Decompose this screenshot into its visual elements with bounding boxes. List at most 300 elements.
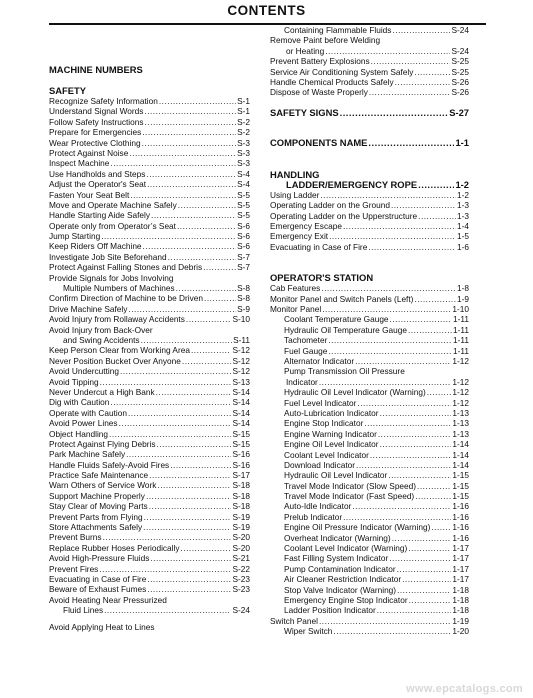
toc-leader-dots — [204, 293, 236, 303]
toc-entry[interactable] — [49, 584, 250, 594]
toc-entry[interactable] — [49, 480, 250, 490]
toc-entry[interactable] — [49, 470, 250, 480]
toc-entry[interactable] — [270, 377, 469, 387]
toc-entry[interactable] — [270, 408, 469, 418]
toc-entry[interactable] — [270, 346, 469, 356]
toc-entry[interactable] — [270, 56, 469, 66]
toc-entry-label: Confirm Direction of Machine to be Driven — [49, 293, 204, 304]
toc-entry[interactable] — [49, 252, 250, 262]
toc-entry-page: 1-17 — [452, 563, 469, 574]
toc-entry[interactable] — [49, 512, 250, 522]
toc-leader-dots — [144, 512, 232, 522]
toc-entry-label: Recognize Safety Information — [49, 96, 158, 106]
toc-leader-dots — [418, 211, 456, 221]
section-heading-machine-numbers: MACHINE NUMBERS — [49, 64, 143, 75]
toc-entry-label: Operate only from Operator’s Seat — [49, 220, 176, 231]
toc-entry[interactable] — [270, 46, 469, 56]
toc-entry-page: S-23 — [232, 584, 250, 595]
toc-entry-page: 1-13 — [452, 428, 469, 439]
toc-entry[interactable] — [49, 356, 250, 366]
toc-entry[interactable] — [49, 543, 250, 553]
toc-leader-dots — [391, 200, 456, 210]
toc-entry-page: S-24 — [451, 25, 469, 35]
toc-entry-page: S-6 — [237, 220, 250, 231]
toc-entry[interactable] — [270, 553, 469, 563]
toc-leader-dots — [99, 564, 231, 574]
toc-entry[interactable] — [270, 314, 469, 324]
toc-entry[interactable] — [270, 35, 469, 45]
toc-entry[interactable] — [49, 304, 250, 314]
toc-entry[interactable] — [49, 127, 250, 137]
toc-entry-page: 1-11 — [453, 345, 469, 356]
toc-entry-page: S-12 — [232, 366, 250, 377]
toc-entry-label: Hydraulic Oil Temperature Gauge — [284, 324, 407, 335]
toc-entry-page: 1-17 — [452, 553, 469, 564]
toc-leader-dots — [150, 553, 231, 563]
toc-entry-label: Keep Riders Off Machine — [49, 241, 142, 252]
toc-entry-page: S-19 — [232, 511, 250, 522]
toc-entry-label: Support Machine Properly — [49, 490, 145, 501]
toc-entry[interactable] — [49, 564, 250, 574]
toc-entry-page: S-2 — [237, 127, 250, 138]
toc-leader-dots — [328, 346, 452, 356]
toc-entry-label: Protect Against Falling Stones and Debris — [49, 262, 203, 273]
toc-entry[interactable] — [270, 67, 469, 77]
toc-entry[interactable] — [270, 242, 469, 252]
toc-entry-page: S-10 — [232, 314, 250, 325]
safety-toc-continued — [270, 25, 469, 98]
toc-entry[interactable] — [49, 231, 250, 241]
toc-entry[interactable] — [49, 408, 250, 418]
toc-leader-dots — [390, 314, 452, 324]
toc-leader-dots — [178, 200, 236, 210]
toc-entry[interactable] — [270, 512, 469, 522]
toc-entry[interactable] — [270, 450, 469, 460]
toc-entry[interactable] — [270, 366, 469, 376]
toc-entry-page: S-1 — [237, 96, 250, 106]
toc-entry-label: Prevent Burns — [49, 532, 102, 543]
toc-entry[interactable] — [270, 335, 469, 345]
toc-entry-label: Prepare for Emergencies — [49, 127, 142, 138]
toc-entry[interactable] — [270, 294, 469, 304]
toc-entry[interactable] — [49, 106, 250, 116]
toc-entry-page: S-8 — [237, 293, 250, 304]
toc-leader-dots — [142, 138, 236, 148]
toc-entry-page: 1-14 — [452, 449, 469, 460]
toc-leader-dots — [322, 304, 451, 314]
toc-entry-page: 1-13 — [452, 407, 469, 418]
toc-entry-label: Never Position Bucket Over Anyone — [49, 355, 181, 366]
toc-entry[interactable] — [49, 522, 250, 532]
toc-leader-dots — [159, 96, 236, 106]
toc-entry-page: 1-16 — [452, 511, 469, 522]
toc-leader-dots — [182, 356, 232, 366]
toc-entry-label: Wear Protective Clothing — [49, 137, 141, 148]
toc-entry-page: S-8 — [237, 283, 250, 294]
toc-entry-label: Beware of Exhaust Fumes — [49, 584, 147, 595]
toc-entry[interactable] — [270, 200, 469, 210]
toc-leader-dots — [147, 179, 236, 189]
toc-entry[interactable] — [270, 418, 469, 428]
toc-entry[interactable] — [270, 439, 469, 449]
toc-entry[interactable] — [270, 626, 469, 636]
toc-entry-label: Evacuating in Case of Fire — [270, 241, 368, 252]
toc-entry-page: 1-12 — [452, 355, 469, 366]
toc-entry[interactable] — [270, 356, 469, 366]
toc-entry[interactable] — [49, 262, 250, 272]
toc-entry[interactable] — [49, 491, 250, 501]
toc-entry-label: Jump Starting — [49, 231, 101, 242]
toc-entry[interactable] — [270, 501, 469, 511]
toc-entry-label: Handle Fluids Safely-Avoid Fires — [49, 459, 170, 470]
toc-leader-dots — [427, 387, 452, 397]
toc-entry-label: Containing Flammable Fluids — [284, 25, 392, 35]
toc-entry-page: S-1 — [237, 106, 250, 117]
toc-leader-dots — [119, 418, 232, 428]
toc-leader-dots — [397, 564, 452, 574]
toc-entry-label: Protect Against Noise — [49, 147, 129, 158]
toc-entry-page: 1-19 — [452, 615, 469, 626]
toc-entry-page: S-6 — [237, 231, 250, 242]
toc-entry-label: Practice Safe Maintenance — [49, 470, 149, 481]
toc-entry[interactable] — [270, 304, 469, 314]
toc-entry-label: Avoid High-Pressure Fluids — [49, 553, 150, 564]
toc-entry[interactable] — [49, 273, 250, 283]
toc-entry[interactable] — [49, 622, 250, 632]
toc-entry-label: Fast Filling System Indicator — [284, 553, 389, 564]
toc-entry-label: Prelub Indicator — [284, 511, 343, 522]
toc-leader-dots — [146, 169, 236, 179]
toc-entry[interactable] — [270, 491, 469, 501]
toc-entry-page: S-5 — [237, 210, 250, 221]
toc-entry[interactable] — [49, 200, 250, 210]
toc-leader-dots — [355, 356, 451, 366]
toc-entry-page: 1-18 — [452, 605, 469, 616]
toc-entry[interactable] — [49, 397, 250, 407]
toc-entry-page: 1-13 — [452, 418, 469, 429]
toc-entry[interactable] — [49, 148, 250, 158]
toc-entry-label: Travel Mode Indicator (Slow Speed) — [284, 480, 417, 491]
toc-entry[interactable] — [49, 241, 250, 251]
toc-entry[interactable] — [49, 158, 250, 168]
toc-leader-dots — [370, 450, 452, 460]
toc-entry-page: S-25 — [451, 66, 469, 77]
toc-entry-page: S-3 — [237, 158, 250, 169]
toc-leader-dots — [409, 595, 452, 605]
toc-leader-dots — [157, 480, 231, 490]
toc-entry-label: Operating Ladder on the Ground — [270, 200, 390, 211]
toc-entry-label: Fluid Lines — [63, 605, 104, 616]
toc-entry-label: Drive Machine Safely — [49, 303, 128, 314]
toc-entry-label: Park Machine Safely — [49, 449, 126, 460]
toc-entry[interactable] — [270, 585, 469, 595]
section-heading-handling: HANDLING — [270, 168, 320, 180]
toc-entry-label: Emergency Exit — [270, 231, 329, 242]
toc-leader-dots — [103, 532, 232, 542]
toc-leader-dots — [191, 345, 232, 355]
toc-leader-dots — [147, 574, 231, 584]
toc-leader-dots — [369, 87, 451, 97]
toc-entry[interactable] — [49, 449, 250, 459]
toc-entry-safety-signs[interactable]: SAFETY SIGNS ..... S-27 — [270, 108, 469, 118]
toc-leader-dots — [380, 408, 452, 418]
toc-leader-dots — [100, 377, 232, 387]
toc-entry-page: 1-4 — [457, 221, 469, 232]
toc-entry[interactable] — [270, 25, 469, 35]
toc-entry-page: 1-12 — [452, 397, 469, 408]
toc-leader-dots — [144, 106, 236, 116]
toc-entry[interactable] — [49, 553, 250, 563]
toc-leader-dots — [392, 533, 452, 543]
toc-entry[interactable] — [49, 605, 250, 615]
handling-toc-list — [270, 190, 469, 252]
toc-entry[interactable] — [270, 605, 469, 615]
toc-entry[interactable] — [49, 574, 250, 584]
toc-leader-dots — [402, 574, 451, 584]
toc-leader-dots — [408, 543, 451, 553]
toc-entry[interactable] — [49, 210, 250, 220]
toc-entry[interactable] — [270, 283, 469, 293]
toc-entry-label: Coolant Level Indicator — [284, 449, 369, 460]
toc-entry[interactable] — [270, 429, 469, 439]
toc-entry-page: S-12 — [232, 355, 250, 366]
toc-entry[interactable] — [270, 221, 469, 231]
toc-entry[interactable] — [270, 460, 469, 470]
toc-leader-dots — [141, 335, 233, 345]
toc-leader-dots — [368, 242, 456, 252]
toc-entry-label: Follow Safety Instructions — [49, 116, 144, 127]
toc-entry-page: 1-11 — [453, 314, 469, 325]
toc-leader-dots — [378, 429, 452, 439]
section-heading-operators-station: OPERATOR'S STATION — [270, 272, 374, 284]
toc-entry[interactable] — [49, 429, 250, 439]
toc-leader-dots — [414, 294, 456, 304]
toc-leader-dots — [149, 470, 231, 480]
toc-entry-page: S-14 — [232, 407, 250, 418]
toc-entry-label: Dispose of Waste Properly — [270, 87, 368, 98]
toc-entry-label: Engine Oil Pressure Indicator (Warning) — [284, 522, 431, 533]
toc-entry-label: Handle Chemical Products Safely — [270, 76, 394, 87]
toc-entry-page: S-17 — [232, 470, 250, 481]
toc-leader-dots — [143, 522, 231, 532]
page-title: CONTENTS — [227, 3, 306, 18]
toc-entry[interactable] — [49, 117, 250, 127]
toc-entry-page: 1-16 — [452, 532, 469, 543]
toc-leader-dots — [110, 397, 231, 407]
toc-entry[interactable] — [49, 283, 250, 293]
toc-entry-label: Engine Oil Level Indicator — [284, 439, 379, 450]
toc-entry[interactable] — [270, 387, 469, 397]
toc-leader-dots — [329, 231, 456, 241]
toc-entry[interactable] — [270, 77, 469, 87]
toc-entry-label: Inspect Machine — [49, 158, 110, 169]
toc-entry-label: Provide Signals for Jobs Involving — [49, 272, 174, 283]
toc-entry[interactable] — [270, 398, 469, 408]
toc-entry-label: Multiple Numbers of Machines — [63, 283, 175, 294]
toc-leader-dots — [357, 398, 451, 408]
toc-entry[interactable] — [270, 595, 469, 605]
toc-leader-dots — [151, 210, 236, 220]
toc-entry-label: Prevent Battery Explosions — [270, 56, 370, 67]
toc-entry-ladder-emergency-rope[interactable]: LADDER/EMERGENCY ROPE ..... 1-2 — [270, 180, 469, 190]
toc-entry-label: Prevent Parts from Flying — [49, 511, 143, 522]
toc-entry-label: Monitor Panel and Switch Panels (Left) — [270, 293, 414, 304]
toc-entry[interactable] — [270, 616, 469, 626]
toc-entry[interactable] — [270, 564, 469, 574]
toc-entry[interactable] — [270, 574, 469, 584]
toc-entry[interactable] — [270, 533, 469, 543]
toc-leader-dots — [120, 366, 232, 376]
toc-entry[interactable] — [270, 231, 469, 241]
toc-entry-label: Stop Valve Indicator (Warning) — [284, 584, 397, 595]
toc-leader-dots — [181, 543, 232, 553]
toc-leader-dots — [395, 77, 451, 87]
toc-leader-dots — [147, 584, 231, 594]
toc-entry-page: S-18 — [232, 501, 250, 512]
toc-leader-dots — [319, 377, 452, 387]
section-heading-safety: SAFETY — [49, 85, 86, 96]
toc-entry-label: Avoid Undercutting — [49, 366, 119, 377]
toc-entry-page: S-12 — [232, 345, 250, 356]
toc-entry-component-name[interactable]: COMPONENTS NAME ..... 1-1 — [270, 138, 469, 148]
toc-leader-dots — [417, 481, 451, 491]
toc-entry[interactable] — [49, 138, 250, 148]
toc-entry-page: 1-9 — [457, 293, 469, 304]
toc-entry[interactable] — [270, 211, 469, 221]
toc-entry-page: S-21 — [232, 553, 250, 564]
toc-entry-label: Air Cleaner Restriction Indicator — [284, 574, 402, 585]
toc-entry[interactable] — [49, 335, 250, 345]
toc-entry-label: Indicator — [286, 376, 318, 387]
toc-leader-dots — [126, 449, 231, 459]
toc-entry-page: S-18 — [232, 490, 250, 501]
operators-station-toc-list — [270, 283, 469, 636]
toc-entry-page: 1-15 — [452, 491, 469, 502]
toc-entry-label: Avoid Tipping — [49, 376, 99, 387]
toc-entry[interactable] — [49, 314, 250, 324]
toc-entry-label: Overheat Indicator (Warning) — [284, 532, 391, 543]
toc-entry[interactable] — [49, 179, 250, 189]
toc-entry-page: S-7 — [237, 262, 250, 273]
toc-entry-page: S-13 — [232, 376, 250, 387]
toc-entry-label: Avoid Injury from Rollaway Accidents — [49, 314, 185, 325]
toc-entry-page: 1-17 — [452, 543, 469, 554]
toc-entry-page: 1-20 — [452, 626, 469, 637]
toc-entry-label: Tachometer — [284, 335, 328, 346]
toc-leader-dots — [352, 501, 451, 511]
toc-entry[interactable] — [49, 595, 250, 605]
toc-entry-page: 1-16 — [452, 522, 469, 533]
toc-entry-label: Operate with Caution — [49, 407, 127, 418]
toc-leader-dots — [170, 460, 231, 470]
toc-entry-label: Remove Paint before Welding — [270, 35, 381, 46]
toc-entry[interactable] — [270, 190, 469, 200]
toc-entry-page: 1-14 — [452, 439, 469, 450]
toc-entry-page: 1-2 — [457, 189, 469, 200]
toc-leader-dots — [157, 439, 232, 449]
toc-leader-dots — [392, 25, 450, 35]
toc-entry-label: Stay Clear of Moving Parts — [49, 501, 148, 512]
toc-entry-label: Move and Operate Machine Safely — [49, 199, 177, 210]
toc-entry-page: S-26 — [451, 87, 469, 98]
toc-leader-dots — [149, 501, 232, 511]
toc-entry[interactable] — [49, 345, 250, 355]
toc-entry-page: S-26 — [451, 76, 469, 87]
toc-entry[interactable] — [49, 387, 250, 397]
toc-entry[interactable] — [270, 325, 469, 335]
toc-entry[interactable] — [49, 325, 250, 335]
toc-entry-label: Download Indicator — [284, 459, 356, 470]
toc-entry[interactable] — [49, 221, 250, 231]
toc-entry[interactable] — [49, 501, 250, 511]
toc-entry-page: 1-14 — [452, 459, 469, 470]
toc-entry-label: Alternator Indicator — [284, 355, 355, 366]
toc-entry-page: 1-6 — [457, 241, 469, 252]
toc-entry[interactable] — [49, 293, 250, 303]
toc-entry[interactable] — [49, 460, 250, 470]
toc-entry[interactable] — [49, 532, 250, 542]
toc-entry-label: Evacuating in Case of Fire — [49, 573, 147, 584]
toc-entry-label: Store Attachments Safely — [49, 522, 143, 533]
toc-entry-page: S-2 — [237, 116, 250, 127]
toc-leader-dots — [143, 241, 237, 251]
toc-entry[interactable] — [49, 418, 250, 428]
toc-entry[interactable] — [270, 481, 469, 491]
toc-entry-page: S-18 — [232, 480, 250, 491]
toc-entry-label: Travel Mode Indicator (Fast Speed) — [284, 491, 415, 502]
toc-entry[interactable] — [270, 522, 469, 532]
toc-entry-label: Fasten Your Seat Belt — [49, 189, 130, 200]
toc-entry-label: Replace Rubber Hoses Periodically — [49, 542, 180, 553]
toc-entry-label: Protect Against Flying Debris — [49, 438, 156, 449]
toc-leader-dots — [145, 117, 237, 127]
toc-leader-dots — [371, 56, 451, 66]
toc-entry-label: Emergency Engine Stop Indicator — [284, 594, 408, 605]
toc-entry[interactable] — [49, 439, 250, 449]
toc-entry-label: Monitor Panel — [270, 304, 322, 315]
toc-entry-label: Avoid Power Lines — [49, 418, 118, 429]
toc-entry-page: 1-3 — [457, 200, 469, 211]
toc-entry[interactable] — [270, 470, 469, 480]
toc-entry-page: S-3 — [237, 147, 250, 158]
toc-entry-label: Cab Features — [270, 283, 321, 294]
toc-entry-page: 1-8 — [457, 283, 469, 294]
toc-entry-page: 1-11 — [453, 335, 469, 346]
toc-leader-dots — [380, 439, 452, 449]
toc-leader-dots — [343, 221, 456, 231]
toc-entry-label: Service Air Conditioning System Safely — [270, 66, 414, 77]
toc-leader-dots — [319, 616, 451, 626]
toc-entry[interactable] — [270, 87, 469, 97]
toc-entry[interactable] — [49, 169, 250, 179]
toc-entry-label: Investigate Job Site Beforehand — [49, 251, 167, 262]
toc-leader-dots — [408, 325, 452, 335]
toc-entry-label: Understand Signal Words — [49, 106, 144, 117]
toc-leader-dots — [397, 585, 451, 595]
toc-entry[interactable] — [49, 190, 250, 200]
toc-entry[interactable] — [49, 366, 250, 376]
toc-entry-label: Avoid Applying Heat to Lines — [49, 621, 155, 632]
toc-entry[interactable] — [49, 377, 250, 387]
toc-entry-page: 1-12 — [452, 376, 469, 387]
toc-entry-page: 1-15 — [452, 480, 469, 491]
toc-entry[interactable] — [49, 96, 250, 106]
toc-leader-dots — [129, 148, 236, 158]
toc-entry[interactable] — [270, 543, 469, 553]
toc-leader-dots — [176, 283, 236, 293]
toc-leader-dots — [431, 522, 451, 532]
toc-entry-page: S-6 — [237, 241, 250, 252]
